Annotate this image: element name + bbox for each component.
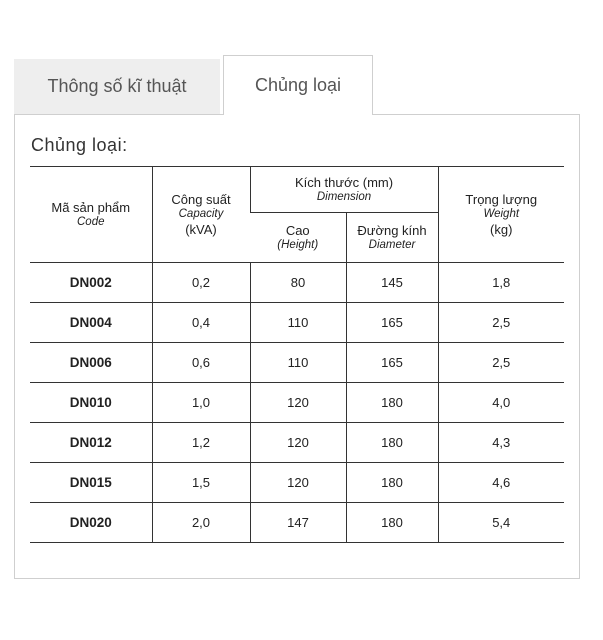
- cell-height: 120: [250, 463, 346, 503]
- cell-code: DN010: [30, 383, 152, 423]
- panel-title: Chủng loại:: [31, 135, 128, 155]
- cell-diameter: 180: [346, 383, 438, 423]
- cell-diameter: 145: [346, 263, 438, 303]
- cell-weight: 5,4: [438, 503, 564, 543]
- cell-code: DN004: [30, 303, 152, 343]
- tab-product-types-label: Chủng loại: [254, 75, 342, 95]
- cell-weight: 4,0: [438, 383, 564, 423]
- cell-weight: 4,3: [438, 423, 564, 463]
- header-diameter-en: Diameter: [368, 238, 416, 251]
- table-row: [30, 423, 564, 463]
- tab-specifications[interactable]: [14, 59, 220, 114]
- cell-weight: 2,5: [438, 303, 564, 343]
- header-diameter-vi: Đường kính: [357, 222, 427, 238]
- header-dimension-vi: Kích thước (mm): [294, 174, 394, 190]
- product-spec-table: [30, 166, 564, 543]
- header-capacity-vi: Công suất: [171, 192, 231, 207]
- cell-height: 147: [250, 503, 346, 543]
- cell-capacity: 0,4: [152, 303, 250, 343]
- cell-code: DN012: [30, 423, 152, 463]
- cell-height: 120: [250, 383, 346, 423]
- cell-diameter: 180: [346, 463, 438, 503]
- cell-height: 110: [250, 343, 346, 383]
- header-capacity-en: Capacity: [178, 208, 224, 220]
- header-capacity-unit: (kVA): [185, 222, 217, 237]
- cell-height: 120: [250, 423, 346, 463]
- header-code: [30, 167, 152, 263]
- table-row: [30, 503, 564, 543]
- cell-capacity: 2,0: [152, 503, 250, 543]
- cell-height: 110: [250, 303, 346, 343]
- header-height-en: (Height): [277, 238, 319, 251]
- cell-diameter: 165: [346, 303, 438, 343]
- cell-weight: 4,6: [438, 463, 564, 503]
- header-dimension-en: Dimension: [316, 190, 372, 203]
- cell-capacity: 1,0: [152, 383, 250, 423]
- header-weight-unit: (kg): [490, 222, 513, 237]
- cell-diameter: 180: [346, 503, 438, 543]
- table-row: [30, 383, 564, 423]
- cell-diameter: 180: [346, 423, 438, 463]
- tab-product-types[interactable]: [223, 55, 373, 115]
- tab-specifications-label: Thông số kĩ thuật: [47, 76, 187, 96]
- table-row: [30, 463, 564, 503]
- header-weight-en: Weight: [483, 208, 520, 220]
- cell-height: 80: [250, 263, 346, 303]
- cell-capacity: 0,6: [152, 343, 250, 383]
- tab-bar: [14, 55, 580, 115]
- cell-diameter: 165: [346, 343, 438, 383]
- cell-code: DN020: [30, 503, 152, 543]
- header-code-en: Code: [77, 215, 105, 228]
- cell-code: DN015: [30, 463, 152, 503]
- header-capacity: [152, 167, 250, 263]
- header-weight-vi: Trọng lượng: [465, 192, 538, 207]
- cell-code: DN006: [30, 343, 152, 383]
- tab-panel: [14, 114, 580, 579]
- table-row: [30, 263, 564, 303]
- cell-code: DN002: [30, 263, 152, 303]
- cell-capacity: 1,5: [152, 463, 250, 503]
- table-row: [30, 343, 564, 383]
- cell-capacity: 1,2: [152, 423, 250, 463]
- header-diameter: [346, 213, 438, 263]
- cell-capacity: 0,2: [152, 263, 250, 303]
- cell-weight: 2,5: [438, 343, 564, 383]
- header-height: [250, 213, 346, 263]
- header-height-vi: Cao: [285, 222, 310, 238]
- header-dimension: [250, 167, 438, 213]
- header-code-vi: Mã sản phẩm: [51, 199, 131, 215]
- header-weight: [438, 167, 564, 263]
- table-row: [30, 303, 564, 343]
- cell-weight: 1,8: [438, 263, 564, 303]
